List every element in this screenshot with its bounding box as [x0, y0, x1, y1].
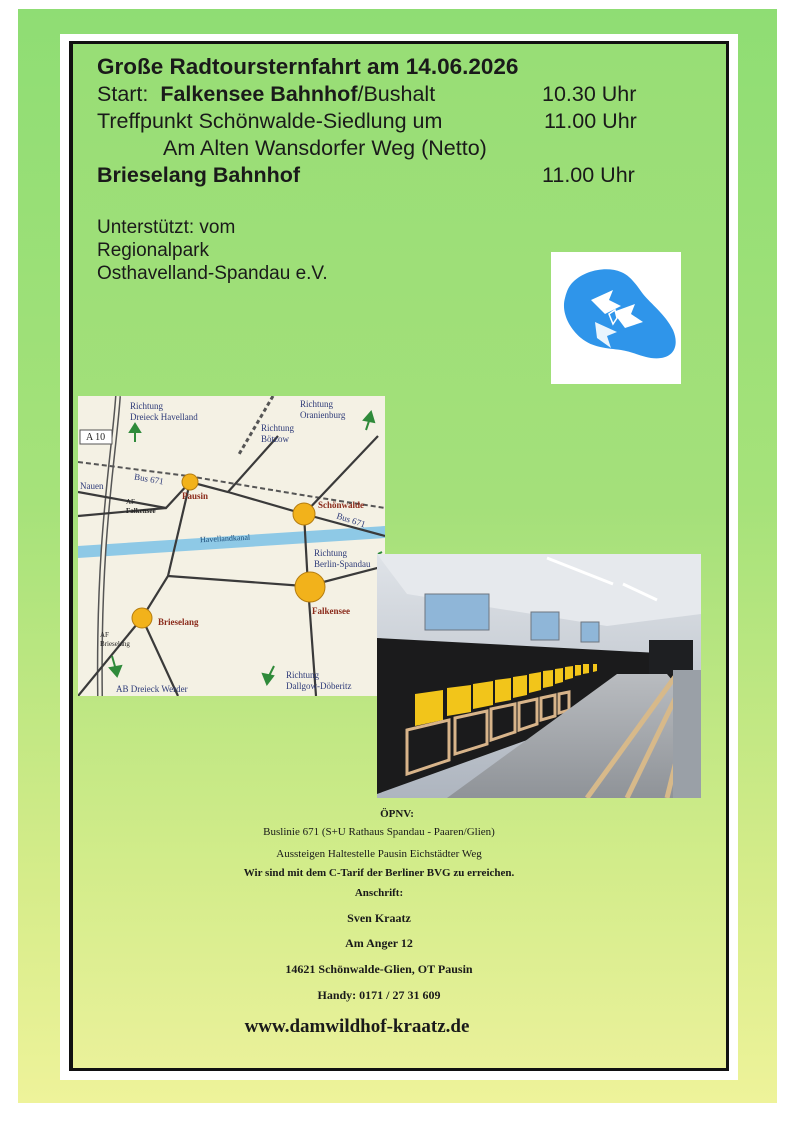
meeting-place: Am Alten Wansdorfer Weg (Netto) [163, 136, 487, 160]
tarif-text: Wir sind mit dem C-Tarif der Berliner BVG zu erreichen. [243, 867, 515, 879]
map-label-dreieck-havelland: Dreieck Havelland [130, 412, 198, 422]
map-label-falkensee-small: Falkensee [126, 507, 156, 515]
regionalpark-logo [551, 252, 681, 384]
brieselang-place: Brieselang Bahnhof [97, 163, 301, 187]
map-label-falkensee: Falkensee [312, 606, 350, 616]
map-label-richtung-2: Richtung [261, 423, 294, 433]
start-prefix: Start: [97, 82, 149, 106]
start-suffix: /Bushalt [357, 82, 436, 106]
start-place: Falkensee Bahnhof [160, 82, 358, 106]
brieselang-time: 11.00 Uhr [542, 163, 635, 187]
support-line-3: Osthavelland-Spandau e.V. [97, 263, 328, 284]
start-line [97, 84, 435, 106]
map-label-oranienburg: Oranienburg [300, 410, 346, 420]
regionalpark-logo-icon [551, 252, 681, 384]
map-label-richtung-3: Richtung [300, 399, 333, 409]
map-label-richtung-5: Richtung [286, 670, 319, 680]
map-label-nauen: Nauen [80, 481, 104, 491]
address-label: Anschrift: [354, 887, 404, 899]
map-label-af-1: AF [126, 498, 135, 506]
map-label-bus-b: Bus 671 [335, 510, 367, 530]
meeting-line: Treffpunkt Schönwalde-Siedlung um [97, 109, 443, 133]
contact-city: 14621 Schönwalde-Glien, OT Pausin [285, 962, 473, 976]
contact-street: Am Anger 12 [345, 936, 413, 950]
start-time: 10.30 Uhr [542, 82, 637, 106]
map-label-ab-werder: AB Dreieck Werder [116, 684, 188, 694]
map-label-dallgow: Dallgow-Döberitz [286, 681, 352, 691]
route-map [78, 396, 385, 696]
flyer-title: Große Radtoursternfahrt am 14.06.2026 [97, 54, 519, 79]
map-label-boetzow: Bötzow [261, 434, 289, 444]
website-link[interactable]: www.damwildhof-kraatz.de [244, 1016, 470, 1037]
support-line-1: Unterstützt: vom [97, 217, 236, 238]
map-label-richtung-4: Richtung [314, 548, 347, 558]
contact-phone: Handy: 0171 / 27 31 609 [317, 988, 441, 1002]
map-label-schoenwalde: Schönwalde [318, 500, 365, 510]
map-label-brieselang-small: Brieselang [100, 640, 130, 648]
map-label-havellandkanal: Havellandkanal [199, 532, 251, 545]
oepnv-heading: ÖPNV: [380, 808, 414, 820]
map-label-richtung-1: Richtung [130, 401, 163, 411]
support-line-2: Regionalpark [97, 240, 209, 261]
map-label-berlin-spandau: Berlin-Spandau [314, 559, 371, 569]
map-label-pausin: Pausin [182, 491, 209, 501]
bus-line-text: Buslinie 671 (S+U Rathaus Spandau - Paaren/Glien) [263, 826, 495, 838]
map-label-brieselang: Brieselang [158, 617, 199, 627]
stop-text: Aussteigen Haltestelle Pausin Eichstädter Weg [276, 848, 482, 860]
map-label-af-2: AF [100, 631, 109, 639]
map-label-a10: A 10 [86, 432, 106, 443]
map-label-bus-a: Bus 671 [133, 471, 165, 487]
meeting-time: 11.00 Uhr [544, 109, 637, 133]
contact-name: Sven Kraatz [347, 911, 411, 925]
barn-photo-graphic [377, 554, 701, 798]
barn-interior-photo [377, 554, 701, 798]
